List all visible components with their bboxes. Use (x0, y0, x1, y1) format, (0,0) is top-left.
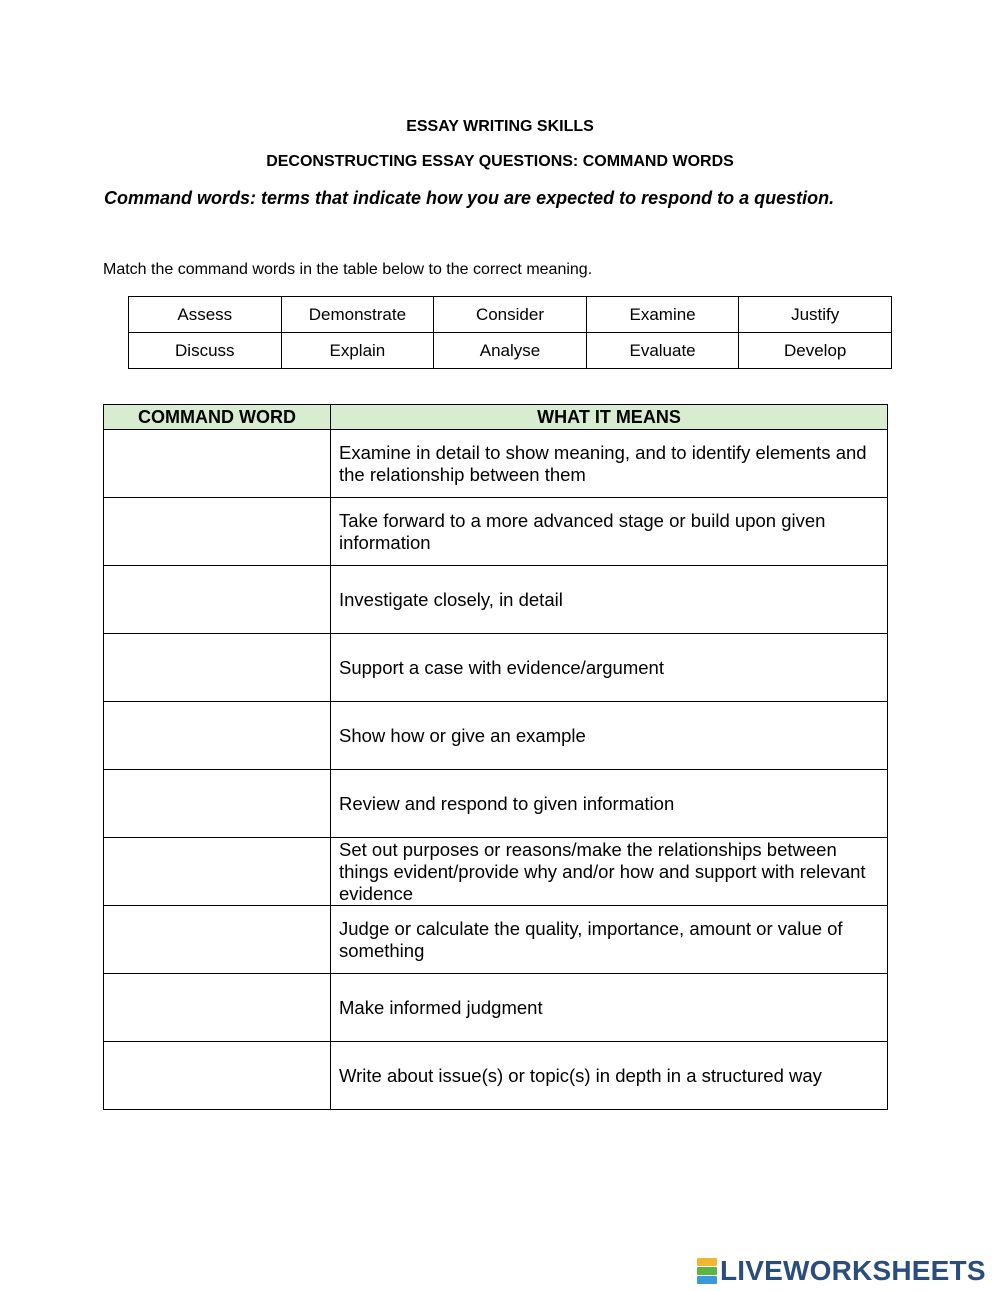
table-row (104, 566, 888, 634)
answer-cell[interactable] (104, 634, 331, 702)
answer-drop-slot[interactable] (104, 838, 330, 905)
word-bank-row (129, 297, 892, 333)
answer-cell[interactable] (104, 566, 331, 634)
answer-drop-slot[interactable] (104, 770, 330, 837)
answer-drop-slot[interactable] (104, 1042, 330, 1109)
meaning-cell: Review and respond to given information (331, 770, 888, 838)
answer-cell[interactable] (104, 974, 331, 1042)
answer-cell[interactable] (104, 498, 331, 566)
answer-drop-slot[interactable] (104, 430, 330, 497)
subheading: DECONSTRUCTING ESSAY QUESTIONS: COMMAND WORDS (266, 153, 734, 170)
logo-mark-bar (697, 1258, 717, 1266)
logo-mark-bar (697, 1267, 717, 1275)
word-bank-cell[interactable]: Consider (434, 297, 587, 333)
word-bank-row (129, 333, 892, 369)
word-bank-cell[interactable]: Assess (129, 297, 282, 333)
meaning-cell: Write about issue(s) or topic(s) in depth in a structured way (331, 1042, 888, 1110)
answer-cell[interactable] (104, 838, 331, 906)
liveworksheets-logo (697, 1256, 986, 1286)
answer-cell[interactable] (104, 1042, 331, 1110)
meaning-cell: Make informed judgment (331, 974, 888, 1042)
answer-drop-slot[interactable] (104, 702, 330, 769)
header-command-word: COMMAND WORD (104, 405, 331, 430)
table-row (104, 838, 888, 906)
word-bank-cell[interactable]: Analyse (434, 333, 587, 369)
word-bank-cell[interactable]: Demonstrate (281, 297, 434, 333)
table-row (104, 498, 888, 566)
meaning-cell: Support a case with evidence/argument (331, 634, 888, 702)
instruction: Match the command words in the table below to the correct meaning. (103, 261, 593, 278)
answer-cell[interactable] (104, 906, 331, 974)
word-bank-cell[interactable]: Evaluate (586, 333, 739, 369)
meaning-cell: Examine in detail to show meaning, and to identify elements and the relationship between them (331, 430, 888, 498)
answer-drop-slot[interactable] (104, 634, 330, 701)
table-row (104, 634, 888, 702)
word-bank-cell[interactable]: Justify (739, 297, 892, 333)
table-row (104, 906, 888, 974)
word-bank-table (128, 296, 892, 369)
answer-drop-slot[interactable] (104, 906, 330, 973)
logo-mark-bar (697, 1276, 717, 1284)
answer-drop-slot[interactable] (104, 566, 330, 633)
word-bank-cell[interactable]: Develop (739, 333, 892, 369)
meaning-cell: Investigate closely, in detail (331, 566, 888, 634)
table-row (104, 770, 888, 838)
meaning-cell: Take forward to a more advanced stage or build upon given information (331, 498, 888, 566)
answer-cell[interactable] (104, 702, 331, 770)
word-bank-cell[interactable]: Examine (586, 297, 739, 333)
answer-cell[interactable] (104, 430, 331, 498)
logo-text: LIVEWORKSHEETS (720, 1255, 986, 1286)
header-what-it-means: WHAT IT MEANS (331, 405, 888, 430)
answer-cell[interactable] (104, 770, 331, 838)
heading: ESSAY WRITING SKILLS (406, 118, 594, 135)
table-row (104, 974, 888, 1042)
word-bank-cell[interactable]: Explain (281, 333, 434, 369)
meaning-cell: Show how or give an example (331, 702, 888, 770)
table-row (104, 430, 888, 498)
answer-drop-slot[interactable] (104, 974, 330, 1041)
meaning-cell: Set out purposes or reasons/make the relationships between things evident/provide why and/or how and support with relevant evidence (331, 838, 888, 906)
word-bank-cell[interactable]: Discuss (129, 333, 282, 369)
logo-mark-icon (697, 1258, 717, 1284)
answer-drop-slot[interactable] (104, 498, 330, 565)
meaning-cell: Judge or calculate the quality, importance, amount or value of something (331, 906, 888, 974)
table-row (104, 1042, 888, 1110)
table-row (104, 702, 888, 770)
definition: Command words: terms that indicate how you are expected to respond to a question. (104, 188, 835, 208)
match-table (103, 404, 888, 1110)
